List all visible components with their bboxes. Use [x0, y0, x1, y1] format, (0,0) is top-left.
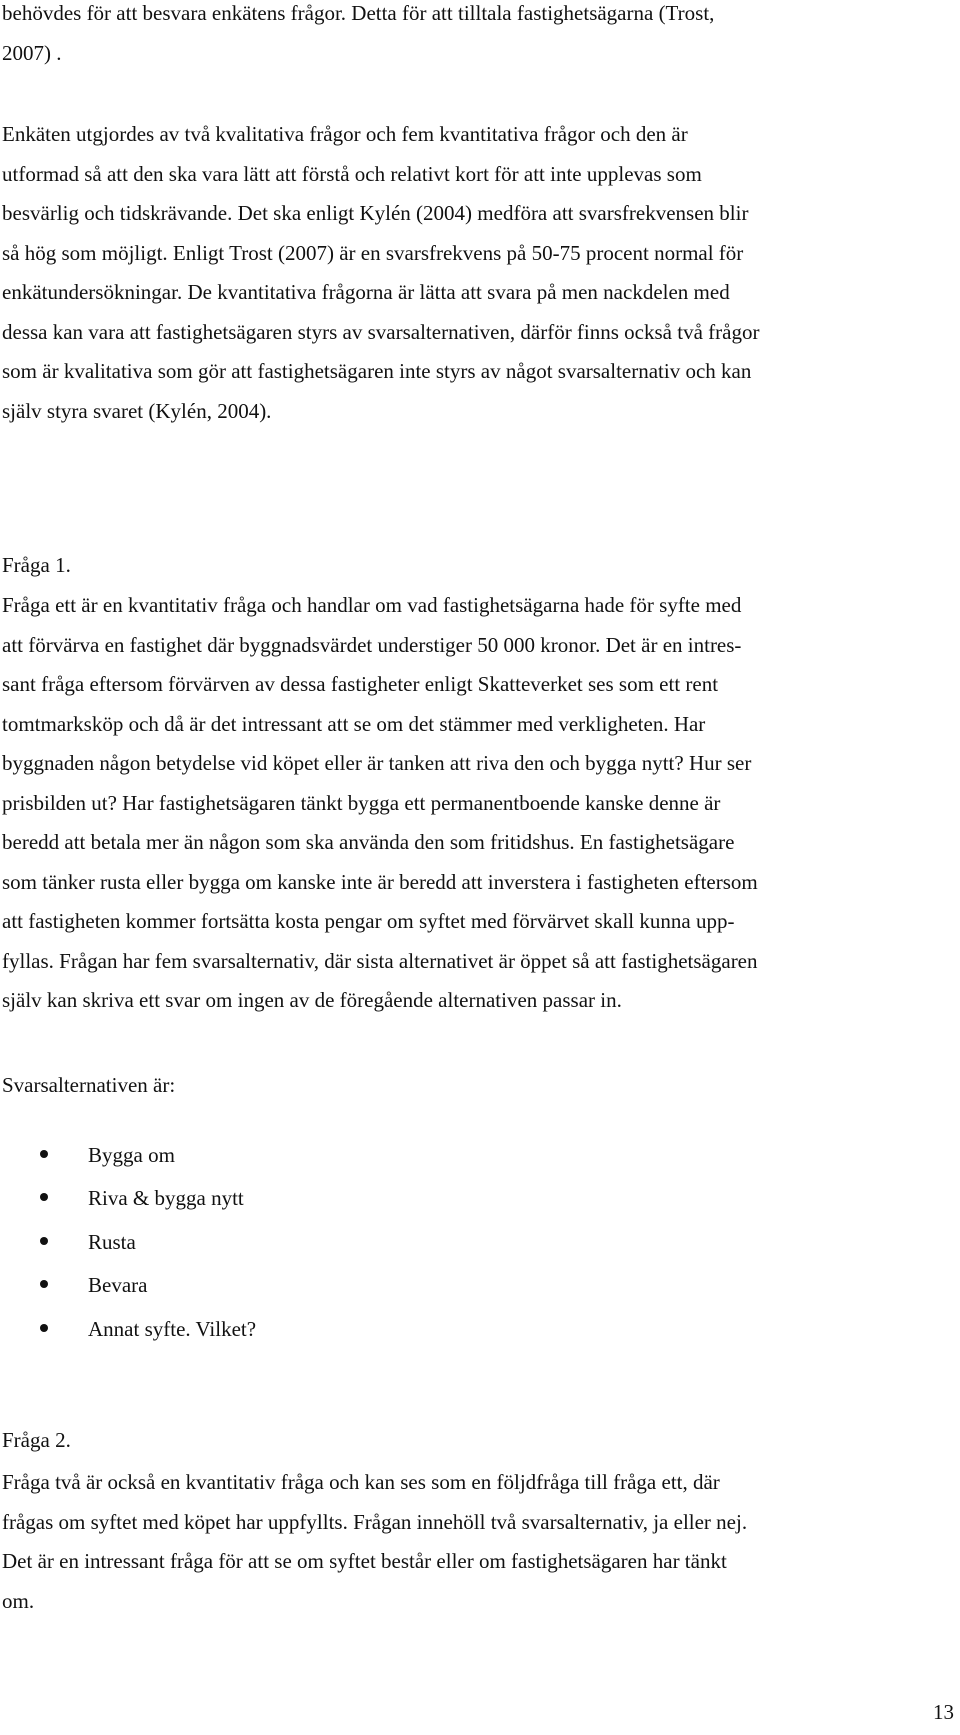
list-item — [0, 1227, 960, 1270]
paragraph-intro-continuation — [2, 0, 957, 73]
paragraph-question-2 — [2, 1463, 957, 1621]
text-line: byggnaden någon betydelse vid köpet eller är tanken att riva den och bygga nytt? Hur ser — [2, 751, 752, 775]
text-line: att fastigheten kommer fortsätta kosta pengar om syftet med förvärvet skall kunna upp- — [2, 909, 735, 933]
text-line: som är kvalitativa som gör att fastighetsägaren inte styrs av något svarsalternativ och kan — [2, 359, 752, 383]
text-line: Fråga två är också en kvantitativ fråga och kan ses som en följdfråga till fråga ett, där — [2, 1470, 720, 1494]
text-line: dessa kan vara att fastighetsägaren styrs av svarsalternativen, därför finns också två frågor — [2, 319, 760, 344]
text-line: prisbilden ut? Har fastighetsägaren tänkt bygga ett permanentboende kanske denne är — [2, 790, 721, 815]
list-item-label: Bygga om — [88, 1143, 175, 1167]
text-line: besvärlig och tidskrävande. Det ska enligt Kylén (2004) medföra att svarsfrekvensen blir — [2, 201, 749, 225]
text-line: utformad så att den ska vara lätt att förstå och relativt kort för att inte upplevas som — [2, 161, 702, 186]
text-line: som tänker rusta eller bygga om kanske inte är beredd att inverstera i fastigheten eftersom — [2, 869, 758, 894]
list-item-label: Rusta — [88, 1229, 136, 1254]
list-item — [0, 1314, 960, 1357]
text-line: sant fråga eftersom förvärven av dessa fastigheter enligt Skatteverket ses som ett rent — [2, 672, 719, 696]
bullet-icon — [40, 1237, 48, 1245]
page-number: 13 — [933, 1700, 954, 1724]
section-heading-question-2: Fråga 2. — [2, 1428, 71, 1452]
list-item — [0, 1270, 960, 1313]
text-line: enkätundersökningar. De kvantitativa frågorna är lätta att svara på men nackdelen med — [2, 280, 730, 304]
text-line: Enkäten utgjordes av två kvalitativa frågor och fem kvantitativa frågor och den är — [2, 122, 688, 146]
section-heading-question-1: Fråga 1. — [2, 553, 71, 577]
list-item — [0, 1183, 960, 1226]
text-line: Det är en intressant fråga för att se om syftet består eller om fastighetsägaren har tänkt — [2, 1549, 727, 1573]
text-line: fyllas. Frågan har fem svarsalternativ, där sista alternativet är öppet så att fastighetsägaren — [2, 948, 758, 973]
list-item-label: Riva & bygga nytt — [88, 1186, 244, 1211]
list-item — [0, 1140, 960, 1183]
text-line: att förvärva en fastighet där byggnadsvärdet understiger 50 000 kronor. Det är en intres- — [2, 632, 742, 657]
text-line: behövdes för att besvara enkätens frågor. Detta för att tilltala fastighetsägarna (Trost, — [2, 1, 715, 25]
paragraph-question-1 — [2, 586, 957, 1021]
text-line: frågas om syftet med köpet har uppfyllts. Frågan innehöll två svarsalternativ, ja eller nej. — [2, 1509, 748, 1534]
text-line: själv kan skriva ett svar om ingen av de föregående alternativen passar in. — [2, 988, 622, 1012]
bullet-icon — [40, 1324, 48, 1332]
bullet-icon — [40, 1193, 48, 1201]
text-line: tomtmarksköp och då är det intressant att se om det stämmer med verkligheten. Har — [2, 711, 706, 736]
text-line: själv styra svaret (Kylén, 2004). — [2, 398, 272, 423]
bullet-icon — [40, 1280, 48, 1288]
list-item-label: Annat syfte. Vilket? — [88, 1316, 257, 1341]
text-line: 2007) . — [2, 40, 62, 65]
alternatives-heading: Svarsalternativen är: — [2, 1073, 176, 1097]
text-line: Fråga ett är en kvantitativ fråga och handlar om vad fastighetsägarna hade för syfte med — [2, 593, 742, 617]
text-line: så hög som möjligt. Enligt Trost (2007) är en svarsfrekvens på 50-75 procent normal för — [2, 240, 744, 265]
paragraph-survey-design — [2, 115, 957, 431]
text-line: om. — [2, 1588, 35, 1613]
text-line: beredd att betala mer än någon som ska använda den som fritidshus. En fastighetsägare — [2, 830, 735, 854]
list-item-label: Bevara — [88, 1273, 148, 1298]
answer-alternatives-list — [0, 1140, 960, 1357]
bullet-icon — [40, 1150, 48, 1158]
